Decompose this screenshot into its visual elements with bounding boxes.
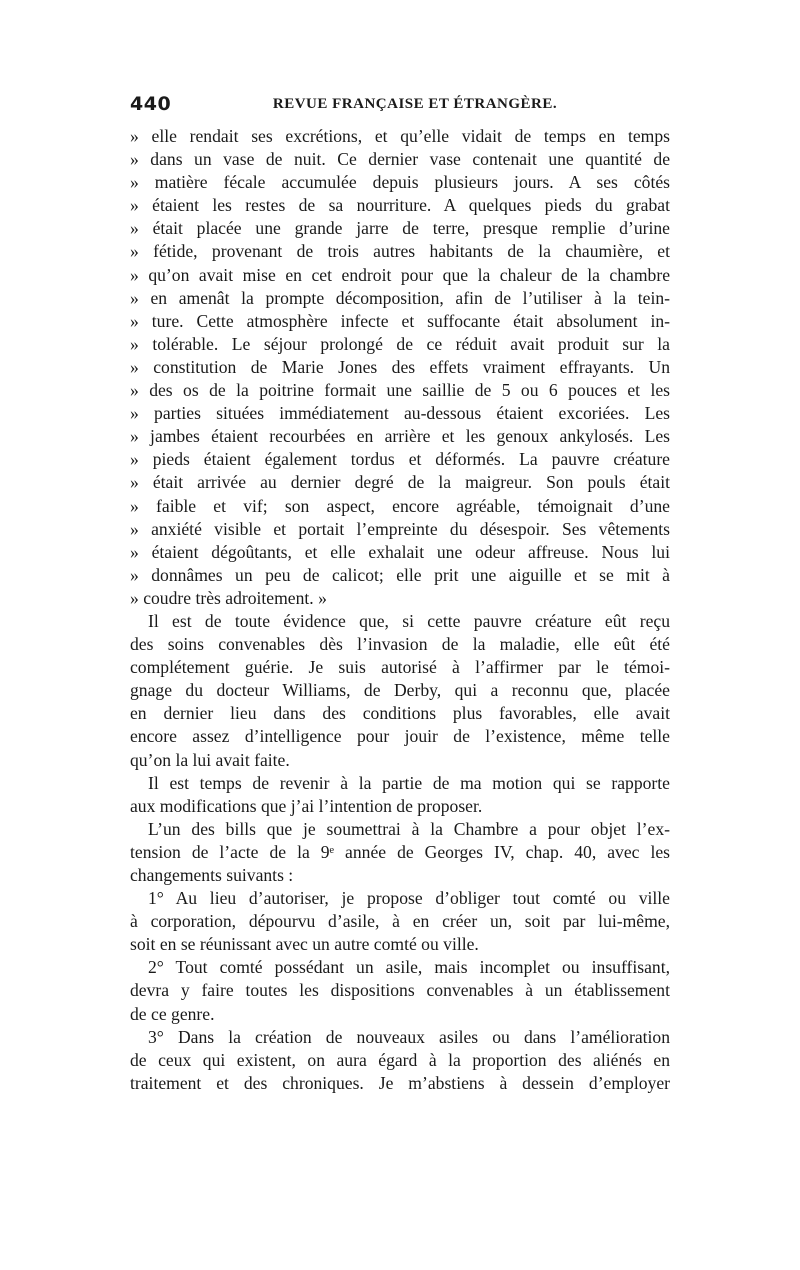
text-line: » dans un vase de nuit. Ce dernier vase contenait une quantité de: [130, 149, 670, 170]
page-number: 440: [130, 93, 172, 115]
text-line: » faible et vif; son aspect, encore agréable, témoignait d’une: [130, 495, 670, 516]
text-line: » était arrivée au dernier degré de la maigreur. Son pouls était: [130, 472, 670, 493]
text-line: à corporation, dépourvu d’asile, à en créer un, soit par lui-même,: [130, 911, 670, 932]
text-line: » jambes étaient recourbées en arrière et les genoux ankylosés. Les: [130, 426, 670, 447]
running-head: [130, 93, 670, 119]
text-line: » des os de la poitrine formait une saillie de 5 ou 6 pouces et les: [130, 380, 670, 401]
running-title: REVUE FRANÇAISE ET ÉTRANGÈRE.: [272, 96, 558, 112]
text-line: » elle rendait ses excrétions, et qu’elle vidait de temps en temps: [130, 126, 670, 146]
text-line: » parties situées immédiatement au-dessous étaient excoriées. Les: [130, 403, 670, 424]
book-page: [130, 93, 670, 1095]
text-line: » pieds étaient également tordus et déformés. La pauvre créature: [130, 449, 670, 470]
text-line: » coudre très adroitement. »: [130, 587, 327, 608]
text-line: » matière fécale accumulée depuis plusieurs jours. A ses côtés: [130, 172, 670, 193]
text-line: qu’on la lui avait faite.: [130, 749, 290, 770]
text-line: L’un des bills que je soumettrai à la Chambre a pour objet l’ex-: [148, 818, 670, 839]
text-line: soit en se réunissant avec un autre comté ou ville.: [130, 934, 479, 955]
text-line: des soins convenables dès l’invasion de la maladie, elle eût été: [130, 634, 670, 655]
text-line: » en amenât la prompte décomposition, afin de l’utiliser à la tein-: [130, 287, 670, 308]
text-line: Il est temps de revenir à la partie de ma motion qui se rapporte: [148, 772, 670, 793]
text-line: encore assez d’intelligence pour jouir de l’existence, même telle: [130, 726, 670, 747]
body-text: [130, 125, 670, 1095]
text-line: complétement guérie. Je suis autorisé à l’affirmer par le témoi-: [130, 657, 670, 678]
text-line: en dernier lieu dans des conditions plus favorables, elle avait: [130, 703, 670, 724]
text-line: » étaient les restes de sa nourriture. A quelques pieds du grabat: [130, 195, 670, 216]
text-line: changements suivants :: [130, 865, 294, 885]
text-line: » constitution de Marie Jones des effets vraiment effrayants. Un: [130, 356, 670, 377]
text-line: » étaient dégoûtants, et elle exhalait une odeur affreuse. Nous lui: [130, 541, 670, 562]
text-line: tension de l’acte de la 9ᵉ année de Georges IV, chap. 40, avec les: [130, 841, 670, 862]
text-line: de ceux qui existent, on aura égard à la proportion des aliénés en: [130, 1049, 670, 1070]
text-line: 2° Tout comté possédant un asile, mais incomplet ou insuffisant,: [148, 957, 670, 978]
text-line: » anxiété visible et portait l’empreinte du désespoir. Ses vêtements: [130, 518, 670, 539]
text-line: » qu’on avait mise en cet endroit pour que la chaleur de la chambre: [130, 264, 670, 285]
text-line: » était placée une grande jarre de terre, presque remplie d’urine: [130, 218, 670, 239]
text-line: 3° Dans la création de nouveaux asiles ou dans l’amélioration: [148, 1026, 670, 1047]
text-line: traitement et des chroniques. Je m’abstiens à dessein d’employer: [130, 1072, 670, 1093]
text-line: de ce genre.: [130, 1003, 215, 1024]
text-line: » ture. Cette atmosphère infecte et suffocante était absolument in-: [130, 310, 670, 331]
text-line: 1° Au lieu d’autoriser, je propose d’obliger tout comté ou ville: [148, 888, 670, 909]
text-line: aux modifications que j’ai l’intention de proposer.: [130, 795, 483, 816]
text-line: Il est de toute évidence que, si cette pauvre créature eût reçu: [148, 610, 670, 631]
text-line: gnage du docteur Williams, de Derby, qui a reconnu que, placée: [130, 680, 670, 701]
text-line: » tolérable. Le séjour prolongé de ce réduit avait produit sur la: [130, 333, 670, 354]
text-line: » fétide, provenant de trois autres habitants de la chaumière, et: [130, 241, 670, 262]
text-line: » donnâmes un peu de calicot; elle prit une aiguille et se mit à: [130, 564, 670, 585]
text-line: devra y faire toutes les dispositions convenables à un établissement: [130, 980, 670, 1001]
